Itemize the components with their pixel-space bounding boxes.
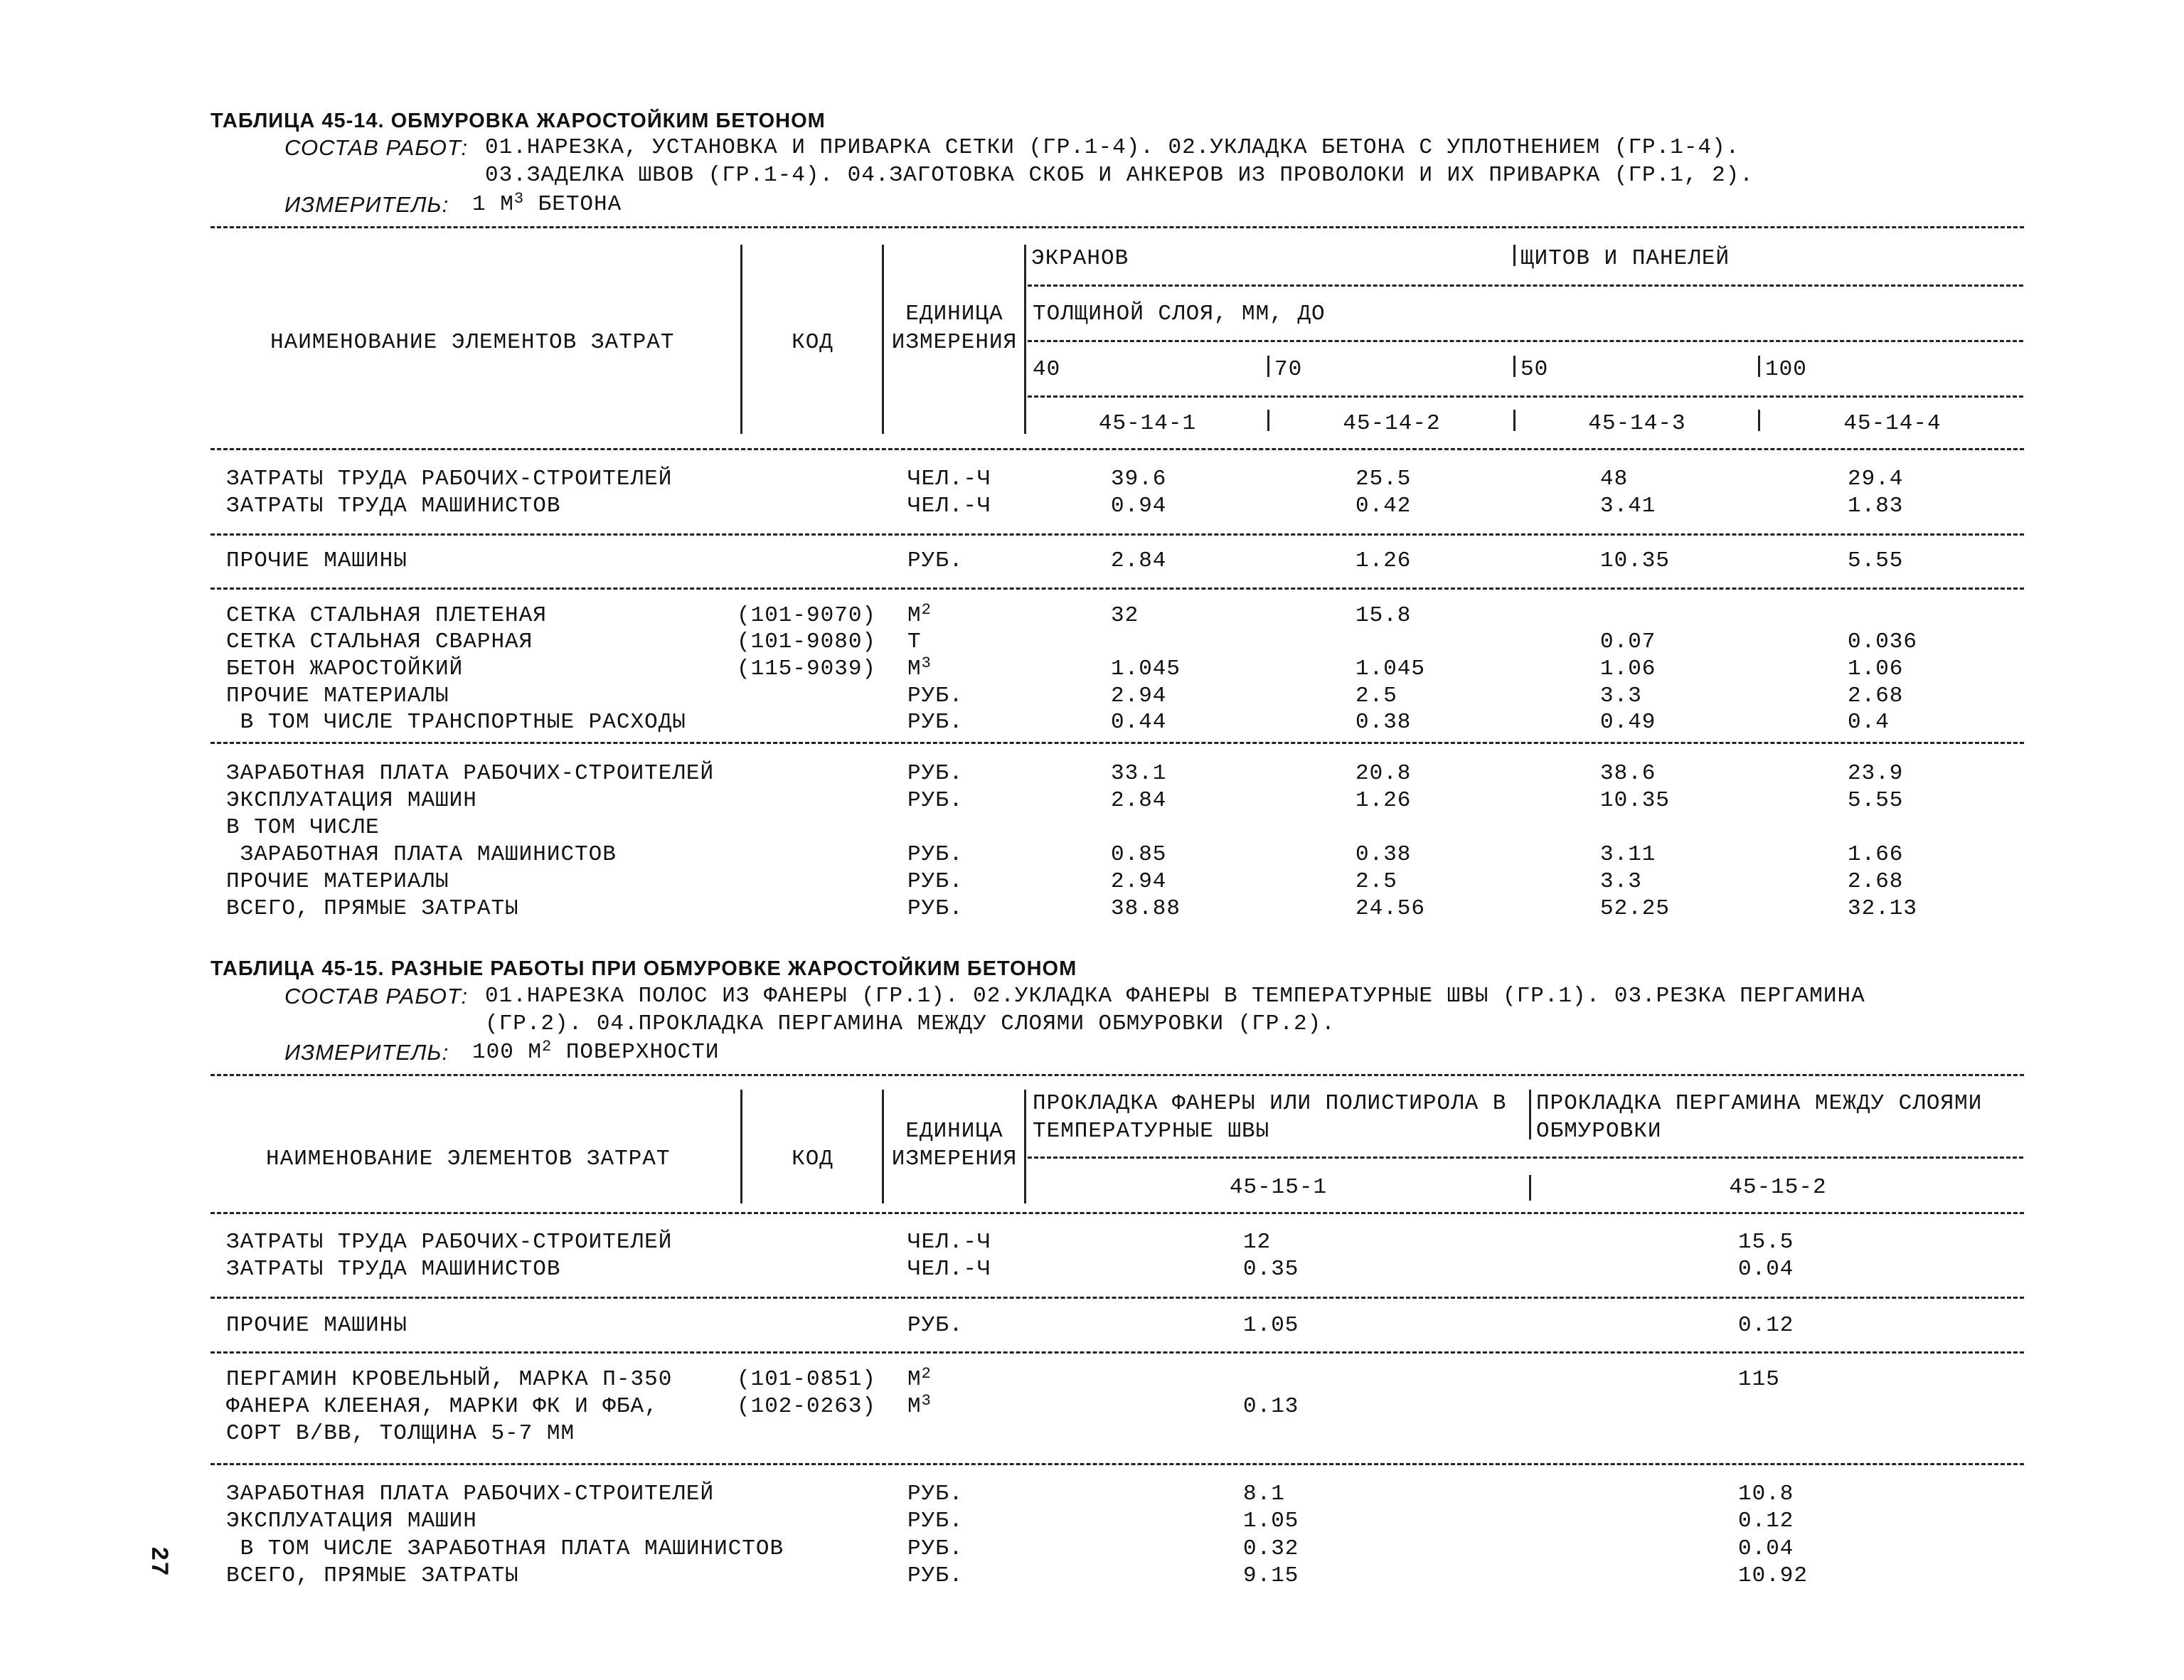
col-separator	[1024, 1090, 1026, 1203]
row-value: 0.12	[1738, 1313, 1794, 1338]
row-value: 1.83	[1848, 494, 1904, 519]
header-shchitov: ЩИТОВ И ПАНЕЛЕЙ	[1520, 246, 1730, 271]
row-name: ПЕРГАМИН КРОВЕЛЬНЫЙ, МАРКА П-350	[226, 1367, 673, 1392]
row-value: 25.5	[1355, 467, 1412, 491]
row-name: ПРОЧИЕ МАШИНЫ	[226, 548, 407, 573]
code-45-14-4: 45-14-4	[1843, 411, 1941, 436]
row-unit: ЧЕЛ.-Ч	[907, 494, 991, 519]
header-unit: ЕДИНИЦА	[905, 1119, 1003, 1144]
divider	[211, 1297, 2024, 1299]
row-value: 0.94	[1111, 494, 1167, 519]
row-value: 0.44	[1111, 710, 1167, 735]
divider	[1028, 340, 2023, 342]
row-name: ПРОЧИЕ МАШИНЫ	[226, 1313, 407, 1338]
thickness-40: 40	[1033, 357, 1061, 382]
row-name: БЕТОН ЖАРОСТОЙКИЙ	[226, 656, 464, 681]
header-unit: ЕДИНИЦА	[905, 302, 1003, 326]
row-value: 2.84	[1111, 788, 1167, 813]
row-unit: РУБ.	[907, 761, 964, 786]
row-value: 3.3	[1600, 684, 1642, 708]
row-value: 23.9	[1848, 761, 1904, 786]
row-value: 0.85	[1111, 842, 1167, 867]
row-name: ЗАТРАТЫ ТРУДА РАБОЧИХ-СТРОИТЕЛЕЙ	[226, 467, 673, 491]
header-name: НАИМЕНОВАНИЕ ЭЛЕМЕНТОВ ЗАТРАТ	[266, 1147, 671, 1171]
row-code: (115-9039)	[737, 656, 877, 681]
header-col2: ПРОКЛАДКА ПЕРГАМИНА МЕЖДУ СЛОЯМИ	[1536, 1091, 1983, 1116]
row-value: 5.55	[1848, 548, 1904, 573]
row-name: ФАНЕРА КЛЕЕНАЯ, МАРКИ ФК И ФБА,	[226, 1394, 659, 1419]
row-unit: $М^3$	[907, 1392, 932, 1419]
row-value: 0.38	[1355, 842, 1412, 867]
row-value: 0.49	[1600, 710, 1656, 735]
row-unit: РУБ.	[907, 788, 964, 813]
row-value: 0.4	[1848, 710, 1890, 735]
row-name: ВСЕГО, ПРЯМЫЕ ЗАТРАТЫ	[226, 1563, 519, 1588]
row-unit: РУБ.	[907, 896, 964, 921]
row-value: 2.68	[1848, 684, 1904, 708]
col-separator	[1513, 245, 1516, 266]
row-name: СЕТКА СТАЛЬНАЯ ПЛЕТЕНАЯ	[226, 603, 547, 628]
col-separator	[1758, 356, 1760, 377]
row-unit: РУБ.	[907, 1509, 964, 1533]
divider	[1028, 395, 2023, 398]
sostav-label: СОСТАВ РАБОТ:	[284, 135, 469, 160]
col-separator	[882, 245, 884, 434]
row-unit: $М^2$	[907, 601, 932, 628]
row-unit: ЧЕЛ.-Ч	[907, 467, 991, 491]
col-separator	[1267, 410, 1269, 431]
row-value: 1.05	[1243, 1509, 1299, 1533]
row-value: 1.26	[1355, 548, 1412, 573]
row-name: В ТОМ ЧИСЛЕ ЗАРАБОТНАЯ ПЛАТА МАШИНИСТОВ	[226, 1536, 784, 1561]
row-value: 0.036	[1848, 629, 1918, 654]
row-name: В ТОМ ЧИСЛЕ ТРАНСПОРТНЫЕ РАСХОДЫ	[226, 710, 686, 735]
row-name: ПРОЧИЕ МАТЕРИАЛЫ	[226, 684, 449, 708]
row-unit: РУБ.	[907, 1313, 964, 1338]
header-kod: КОД	[792, 330, 833, 355]
row-value: 32	[1111, 603, 1139, 628]
header-unit: ИЗМЕРЕНИЯ	[891, 330, 1018, 355]
row-value: 1.26	[1355, 788, 1412, 813]
row-code: (101-9080)	[737, 629, 877, 654]
row-unit: РУБ.	[907, 1563, 964, 1588]
row-value: 39.6	[1111, 467, 1167, 491]
code-45-14-3: 45-14-3	[1588, 411, 1686, 436]
row-code: (101-9070)	[737, 603, 877, 628]
row-value: 24.56	[1355, 896, 1426, 921]
row-value: 29.4	[1848, 467, 1904, 491]
divider	[211, 226, 2024, 228]
row-name: ЗАРАБОТНАЯ ПЛАТА РАБОЧИХ-СТРОИТЕЛЕЙ	[226, 1482, 715, 1506]
row-unit: РУБ.	[907, 710, 964, 735]
row-value: 0.32	[1243, 1536, 1299, 1561]
col-separator	[1513, 410, 1516, 431]
col-separator	[1267, 356, 1269, 377]
row-value: 1.06	[1848, 656, 1904, 681]
sostav-label: СОСТАВ РАБОТ:	[284, 984, 469, 1009]
row-value: 32.13	[1848, 896, 1918, 921]
row-value: 2.68	[1848, 869, 1904, 894]
row-value: 2.94	[1111, 869, 1167, 894]
row-value: 15.8	[1355, 603, 1412, 628]
row-name: СЕТКА СТАЛЬНАЯ СВАРНАЯ	[226, 629, 533, 654]
row-value: 0.42	[1355, 494, 1412, 519]
row-value: 9.15	[1243, 1563, 1299, 1588]
col-separator	[740, 1090, 742, 1203]
row-name: ПРОЧИЕ МАТЕРИАЛЫ	[226, 869, 449, 894]
divider	[211, 1463, 2024, 1465]
row-value: 2.5	[1355, 869, 1397, 894]
izmeritel-label: ИЗМЕРИТЕЛЬ:	[284, 192, 449, 217]
header-unit: ИЗМЕРЕНИЯ	[891, 1147, 1018, 1171]
row-value: 20.8	[1355, 761, 1412, 786]
row-unit: РУБ.	[907, 1536, 964, 1561]
row-name: ЗАРАБОТНАЯ ПЛАТА МАШИНИСТОВ	[226, 842, 617, 867]
row-name: ЗАТРАТЫ ТРУДА МАШИНИСТОВ	[226, 1257, 561, 1282]
row-value: 48	[1600, 467, 1629, 491]
row-value: 1.045	[1355, 656, 1426, 681]
header-col2: ОБМУРОВКИ	[1536, 1119, 1662, 1144]
row-value: 8.1	[1243, 1482, 1285, 1506]
code-45-15-2: 45-15-2	[1729, 1175, 1827, 1200]
thickness-50: 50	[1520, 357, 1549, 382]
row-name: ЗАРАБОТНАЯ ПЛАТА РАБОЧИХ-СТРОИТЕЛЕЙ	[226, 761, 715, 786]
row-value: 115	[1738, 1367, 1780, 1392]
row-unit: РУБ.	[907, 1482, 964, 1506]
row-value: 1.045	[1111, 656, 1181, 681]
row-value: 0.13	[1243, 1394, 1299, 1419]
row-value: 3.11	[1600, 842, 1656, 867]
row-value: 2.94	[1111, 684, 1167, 708]
row-name: В ТОМ ЧИСЛЕ	[226, 815, 380, 840]
col-separator	[1529, 1175, 1531, 1201]
row-code: (101-0851)	[737, 1367, 877, 1392]
divider	[211, 448, 2024, 450]
row-value: 38.6	[1600, 761, 1656, 786]
divider	[211, 533, 2024, 536]
row-name: ВСЕГО, ПРЯМЫЕ ЗАТРАТЫ	[226, 896, 519, 921]
row-value: 52.25	[1600, 896, 1671, 921]
sostav-line-2: 03.ЗАДЕЛКА ШВОВ (ГР.1-4). 04.ЗАГОТОВКА СКОБ И АНКЕРОВ ИЗ ПРОВОЛОКИ И ИХ ПРИВАРКА (ГР.1, 2).	[485, 163, 1754, 188]
col-separator	[1024, 245, 1026, 434]
header-ekranov: ЭКРАНОВ	[1031, 246, 1129, 271]
divider	[211, 1074, 2024, 1076]
col-separator	[1529, 1090, 1531, 1139]
col-separator	[1758, 410, 1760, 431]
row-value: 0.12	[1738, 1509, 1794, 1533]
header-kod: КОД	[792, 1147, 833, 1171]
row-value: 38.88	[1111, 896, 1181, 921]
code-45-14-2: 45-14-2	[1343, 411, 1441, 436]
row-name: СОРТ В/ВВ, ТОЛЩИНА 5-7 ММ	[226, 1421, 575, 1446]
col-separator	[882, 1090, 884, 1203]
row-unit: ЧЕЛ.-Ч	[907, 1257, 991, 1282]
row-name: ЗАТРАТЫ ТРУДА МАШИНИСТОВ	[226, 494, 561, 519]
row-value: 1.05	[1243, 1313, 1299, 1338]
header-tolshchina: ТОЛЩИНОЙ СЛОЯ, ММ, ДО	[1033, 302, 1326, 326]
row-value: 0.04	[1738, 1536, 1794, 1561]
header-name: НАИМЕНОВАНИЕ ЭЛЕМЕНТОВ ЗАТРАТ	[270, 330, 675, 355]
header-col1: ТЕМПЕРАТУРНЫЕ ШВЫ	[1033, 1119, 1270, 1144]
divider	[211, 588, 2024, 590]
row-value: 12	[1243, 1230, 1272, 1255]
row-value: 15.5	[1738, 1230, 1794, 1255]
row-value: 10.35	[1600, 548, 1671, 573]
row-unit: Т	[907, 629, 922, 654]
header-col1: ПРОКЛАДКА ФАНЕРЫ ИЛИ ПОЛИСТИРОЛА В	[1033, 1091, 1507, 1116]
izmeritel-value: 100 $М^2$ ПОВЕРХНОСТИ	[472, 1038, 720, 1065]
row-unit: РУБ.	[907, 842, 964, 867]
row-name: ЭКСПЛУАТАЦИЯ МАШИН	[226, 788, 477, 813]
row-value: 33.1	[1111, 761, 1167, 786]
divider	[211, 1351, 2024, 1354]
row-value: 2.84	[1111, 548, 1167, 573]
row-value: 1.06	[1600, 656, 1656, 681]
row-value: 1.66	[1848, 842, 1904, 867]
sostav-line-1: 01.НАРЕЗКА ПОЛОС ИЗ ФАНЕРЫ (ГР.1). 02.УКЛАДКА ФАНЕРЫ В ТЕМПЕРАТУРНЫЕ ШВЫ (ГР.1). 03.РЕЗКА ПЕРГАМИНА	[485, 984, 1865, 1009]
divider	[1028, 285, 2023, 287]
izmeritel-label: ИЗМЕРИТЕЛЬ:	[284, 1040, 449, 1065]
row-value: 10.8	[1738, 1482, 1794, 1506]
row-unit: РУБ.	[907, 548, 964, 573]
row-value: 10.35	[1600, 788, 1671, 813]
table-45-15-title: ТАБЛИЦА 45-15. РАЗНЫЕ РАБОТЫ ПРИ ОБМУРОВКЕ ЖАРОСТОЙКИМ БЕТОНОМ	[211, 957, 1077, 980]
row-value: 0.04	[1738, 1257, 1794, 1282]
row-value: 3.41	[1600, 494, 1656, 519]
col-separator	[740, 245, 742, 434]
divider	[1028, 1157, 2023, 1159]
row-value: 0.35	[1243, 1257, 1299, 1282]
code-45-15-1: 45-15-1	[1229, 1175, 1328, 1200]
col-separator	[1513, 356, 1516, 377]
row-value: 5.55	[1848, 788, 1904, 813]
divider	[211, 742, 2024, 744]
row-unit: $М^3$	[907, 654, 932, 681]
row-code: (102-0263)	[737, 1394, 877, 1419]
row-value: 0.07	[1600, 629, 1656, 654]
row-value: 2.5	[1355, 684, 1397, 708]
row-unit: $М^2$	[907, 1365, 932, 1392]
row-unit: РУБ.	[907, 684, 964, 708]
table-45-14-title: ТАБЛИЦА 45-14. ОБМУРОВКА ЖАРОСТОЙКИМ БЕТОНОМ	[211, 110, 826, 132]
sostav-line-2: (ГР.2). 04.ПРОКЛАДКА ПЕРГАМИНА МЕЖДУ СЛОЯМИ ОБМУРОВКИ (ГР.2).	[485, 1011, 1336, 1036]
row-value: 0.38	[1355, 710, 1412, 735]
row-name: ЭКСПЛУАТАЦИЯ МАШИН	[226, 1509, 477, 1533]
divider	[211, 1212, 2024, 1214]
row-value: 10.92	[1738, 1563, 1809, 1588]
thickness-70: 70	[1274, 357, 1303, 382]
row-unit: РУБ.	[907, 869, 964, 894]
izmeritel-value: 1 $М^3$ БЕТОНА	[472, 190, 622, 217]
sostav-line-1: 01.НАРЕЗКА, УСТАНОВКА И ПРИВАРКА СЕТКИ (ГР.1-4). 02.УКЛАДКА БЕТОНА С УПЛОТНЕНИЕМ (ГР.1-4).	[485, 135, 1740, 160]
row-name: ЗАТРАТЫ ТРУДА РАБОЧИХ-СТРОИТЕЛЕЙ	[226, 1230, 673, 1255]
row-unit: ЧЕЛ.-Ч	[907, 1230, 991, 1255]
page-number: 27	[144, 1546, 171, 1577]
code-45-14-1: 45-14-1	[1098, 411, 1197, 436]
row-value: 3.3	[1600, 869, 1642, 894]
thickness-100: 100	[1765, 357, 1807, 382]
